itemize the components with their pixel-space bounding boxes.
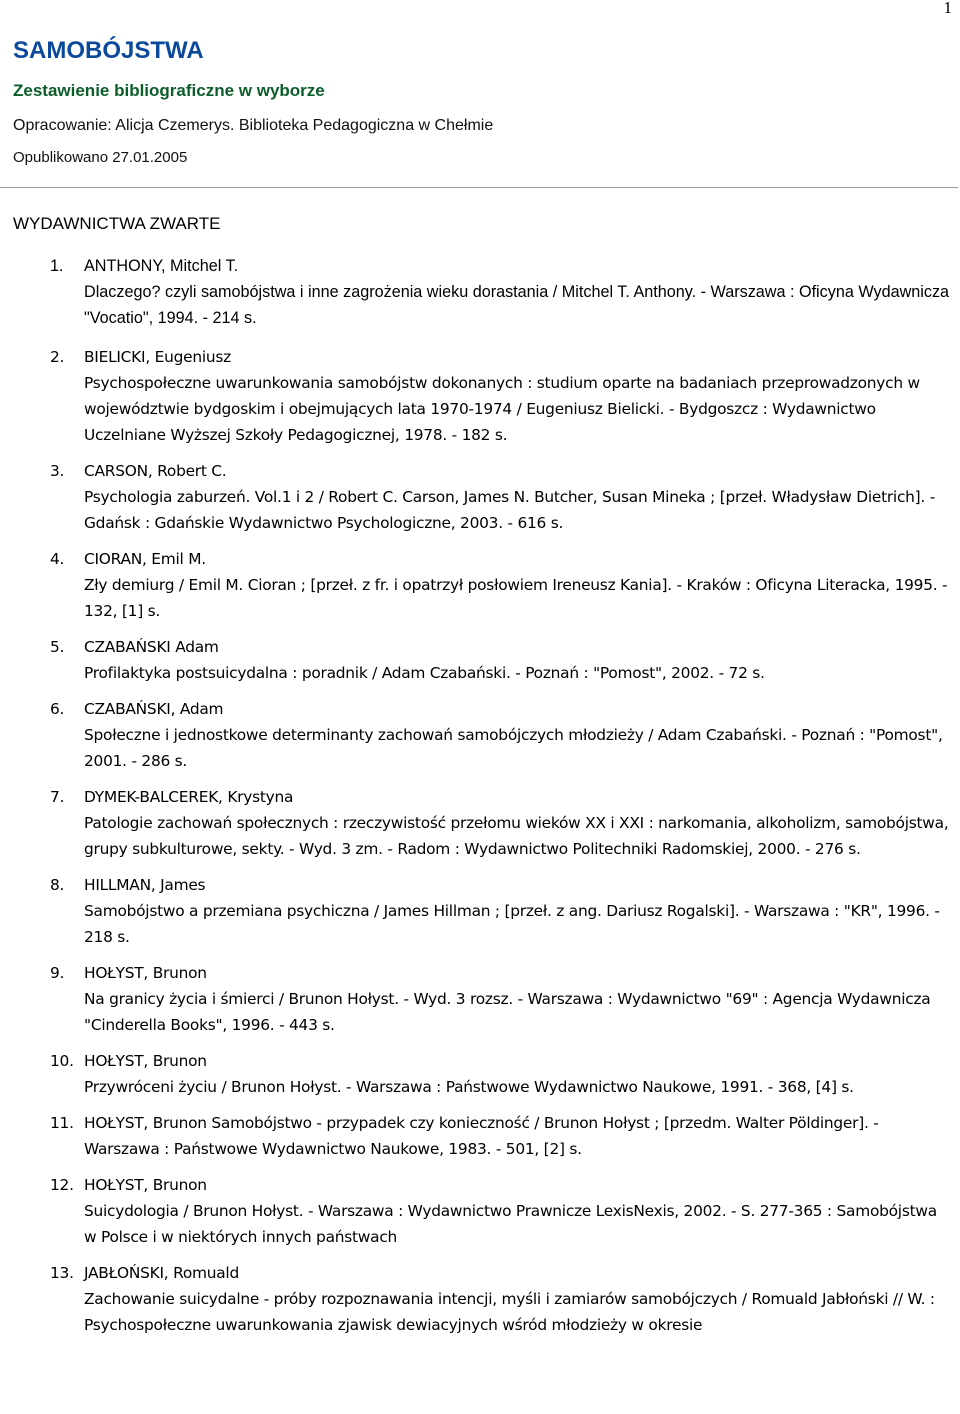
bibliography-entry	[0, 960, 960, 1038]
entry-description: Samobójstwo a przemiana psychiczna / James Hillman ; [przeł. z ang. Dariusz Rogalski]. - Warszawa : "KR", 1996. - 218 s.	[84, 902, 940, 946]
entry-author: CZABAŃSKI Adam	[84, 638, 219, 656]
entry-author: JABŁOŃSKI, Romuald	[84, 1264, 239, 1282]
bibliography-entry	[0, 872, 960, 950]
entry-author: DYMEK-BALCEREK, Krystyna	[84, 788, 294, 806]
entry-description: Zachowanie suicydalne - próby rozpoznawania intencji, myśli i zamiarów samobójczych / Romuald Jabłoński // W. : Psychospołeczne uwarunkowania zjawisk dewiacyjnych wśród młodzieży w okresie	[84, 1290, 935, 1334]
entry-description: Psychologia zaburzeń. Vol.1 i 2 / Robert C. Carson, James N. Butcher, Susan Mineka ; [przeł. Władysław Dietrich]. - Gdańsk : Gdańskie Wydawnictwo Psychologiczne, 2003. - 616 s.	[84, 488, 936, 532]
published-date: Opublikowano 27.01.2005	[13, 149, 188, 166]
entry-number: 9.	[50, 964, 65, 982]
document-subtitle: Zestawienie bibliograficzne w wyborze	[13, 81, 325, 100]
entry-number: 2.	[50, 348, 65, 366]
entry-author: HILLMAN, James	[84, 876, 206, 894]
entry-author: CIORAN, Emil M.	[84, 550, 206, 568]
bibliography-entry	[0, 784, 960, 862]
entry-author: HOŁYST, Brunon Samobójstwo - przypadek czy konieczność / Brunon Hołyst ; [przedm. Walter Pöldinger]. - Warszawa : Państwowe Wydawnictwo Naukowe, 1983. - 501, [2] s.	[84, 1114, 879, 1158]
entry-author: HOŁYST, Brunon	[84, 964, 207, 982]
entry-author: CARSON, Robert C.	[84, 462, 227, 480]
entry-description: Przywróceni życiu / Brunon Hołyst. - Warszawa : Państwowe Wydawnictwo Naukowe, 1991. - 368, [4] s.	[84, 1078, 854, 1096]
bibliography-entry	[0, 253, 960, 331]
entry-number: 3.	[50, 462, 65, 480]
entry-number: 12.	[50, 1176, 74, 1194]
entry-description: Patologie zachowań społecznych : rzeczywistość przełomu wieków XX i XXI : narkomania, alkoholizm, samobójstwa, grupy subkulturowe, sekty. - Wyd. 3 zm. - Radom : Wydawnictwo Politechniki Radomskiej, 2000. - 276 s.	[84, 814, 949, 858]
entry-number: 1.	[50, 257, 64, 275]
entry-author: BIELICKI, Eugeniusz	[84, 348, 231, 366]
entry-description: Dlaczego? czyli samobójstwa i inne zagrożenia wieku dorastania / Mitchel T. Anthony. - Warszawa : Oficyna Wydawnicza "Vocatio", 1994. - 214 s.	[84, 283, 950, 327]
entry-number: 5.	[50, 638, 65, 656]
entry-author: HOŁYST, Brunon	[84, 1176, 207, 1194]
entry-description: Psychospołeczne uwarunkowania samobójstw dokonanych : studium oparte na badaniach przeprowadzonych w województwie bydgoskim i obejmujących lata 1970-1974 / Eugeniusz Bielicki. - Bydgoszcz : Wydawnictwo Uczelniane Wyższej Szkoły Pedagogicznej, 1978. - 182 s.	[84, 374, 920, 444]
entry-number: 7.	[50, 788, 65, 806]
entry-description: Społeczne i jednostkowe determinanty zachowań samobójczych młodzieży / Adam Czabański. - Poznań : "Pomost", 2001. - 286 s.	[84, 726, 943, 770]
document-header	[13, 36, 957, 168]
entry-description: Profilaktyka postsuicydalna : poradnik / Adam Czabański. - Poznań : "Pomost", 2002. - 72 s.	[84, 664, 765, 682]
entry-author: ANTHONY, Mitchel T.	[84, 257, 239, 275]
entry-number: 8.	[50, 876, 65, 894]
entry-author: HOŁYST, Brunon	[84, 1052, 207, 1070]
bibliography-entry	[0, 1110, 960, 1162]
entry-number: 4.	[50, 550, 65, 568]
entry-description: Zły demiurg / Emil M. Cioran ; [przeł. z fr. i opatrzył posłowiem Ireneusz Kania]. - Kraków : Oficyna Literacka, 1995. - 132, [1] s.	[84, 576, 948, 620]
entry-number: 10.	[50, 1052, 74, 1070]
bibliography-entry	[0, 1260, 960, 1338]
entry-description: Na granicy życia i śmierci / Brunon Hołyst. - Wyd. 3 rozsz. - Warszawa : Wydawnictwo "69" : Agencja Wydawnicza "Cinderella Books", 1996. - 443 s.	[84, 990, 931, 1034]
page-number: 1	[943, 0, 952, 17]
author-line: Opracowanie: Alicja Czemerys. Biblioteka Pedagogiczna w Chełmie	[13, 117, 494, 134]
horizontal-divider	[0, 187, 958, 188]
bibliography-entry	[0, 546, 960, 624]
entry-description: Suicydologia / Brunon Hołyst. - Warszawa : Wydawnictwo Prawnicze LexisNexis, 2002. - S. 277-365 : Samobójstwa w Polsce i w niektórych innych państwach	[84, 1202, 937, 1246]
document-title: SAMOBÓJSTWA	[13, 37, 204, 64]
entry-author: CZABAŃSKI, Adam	[84, 700, 224, 718]
entry-number: 11.	[50, 1114, 74, 1132]
bibliography-entry	[0, 458, 960, 536]
section-heading: WYDAWNICTWA ZWARTE	[13, 214, 221, 233]
entry-number: 13.	[50, 1264, 74, 1282]
bibliography-entry	[0, 696, 960, 774]
bibliography-entry	[0, 1048, 960, 1100]
entry-number: 6.	[50, 700, 65, 718]
bibliography-entry	[0, 344, 960, 448]
bibliography-list	[0, 253, 960, 1338]
bibliography-entry	[0, 634, 960, 686]
bibliography-entry	[0, 1172, 960, 1250]
